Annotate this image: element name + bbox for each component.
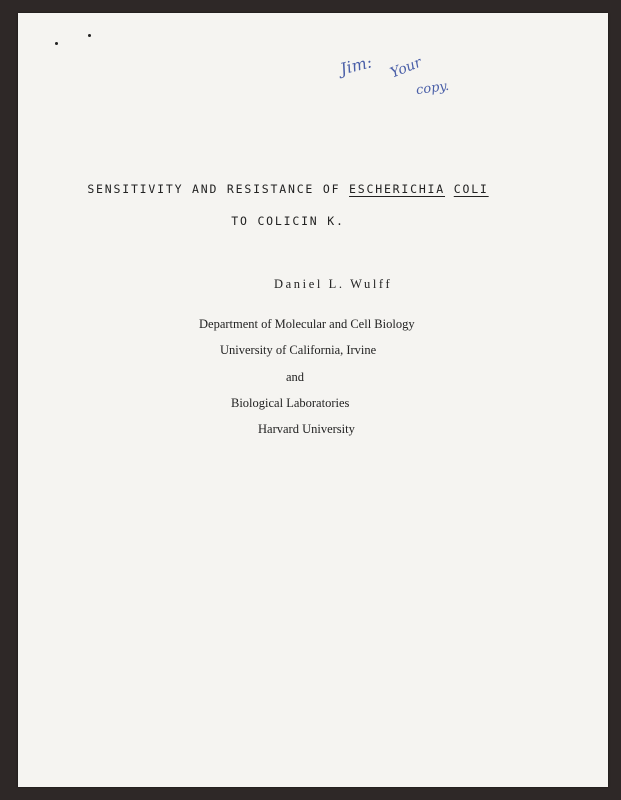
ink-speck — [55, 42, 58, 45]
title-text: SENSITIVITY AND RESISTANCE OF — [87, 182, 350, 196]
ink-speck — [88, 34, 91, 37]
affiliation-department: Department of Molecular and Cell Biology — [199, 317, 415, 331]
affiliation-and: and — [286, 370, 305, 384]
affiliation-harvard: Harvard University — [258, 422, 355, 436]
title-genus: ESCHERICHIA — [349, 182, 446, 196]
document-page — [18, 13, 608, 787]
handwritten-note-copy: copy. — [415, 78, 451, 99]
title-species: COLI — [453, 182, 489, 196]
handwritten-note-your: Your — [388, 54, 424, 82]
author-name: Daniel L. Wulff — [274, 277, 393, 291]
document-title-line1 — [0, 182, 583, 196]
affiliation-laboratories: Biological Laboratories — [231, 396, 350, 410]
affiliation-university: University of California, Irvine — [220, 343, 377, 357]
document-title-line2: TO COLICIN K. — [231, 214, 345, 228]
handwritten-note-jim: Jim: — [338, 52, 374, 79]
